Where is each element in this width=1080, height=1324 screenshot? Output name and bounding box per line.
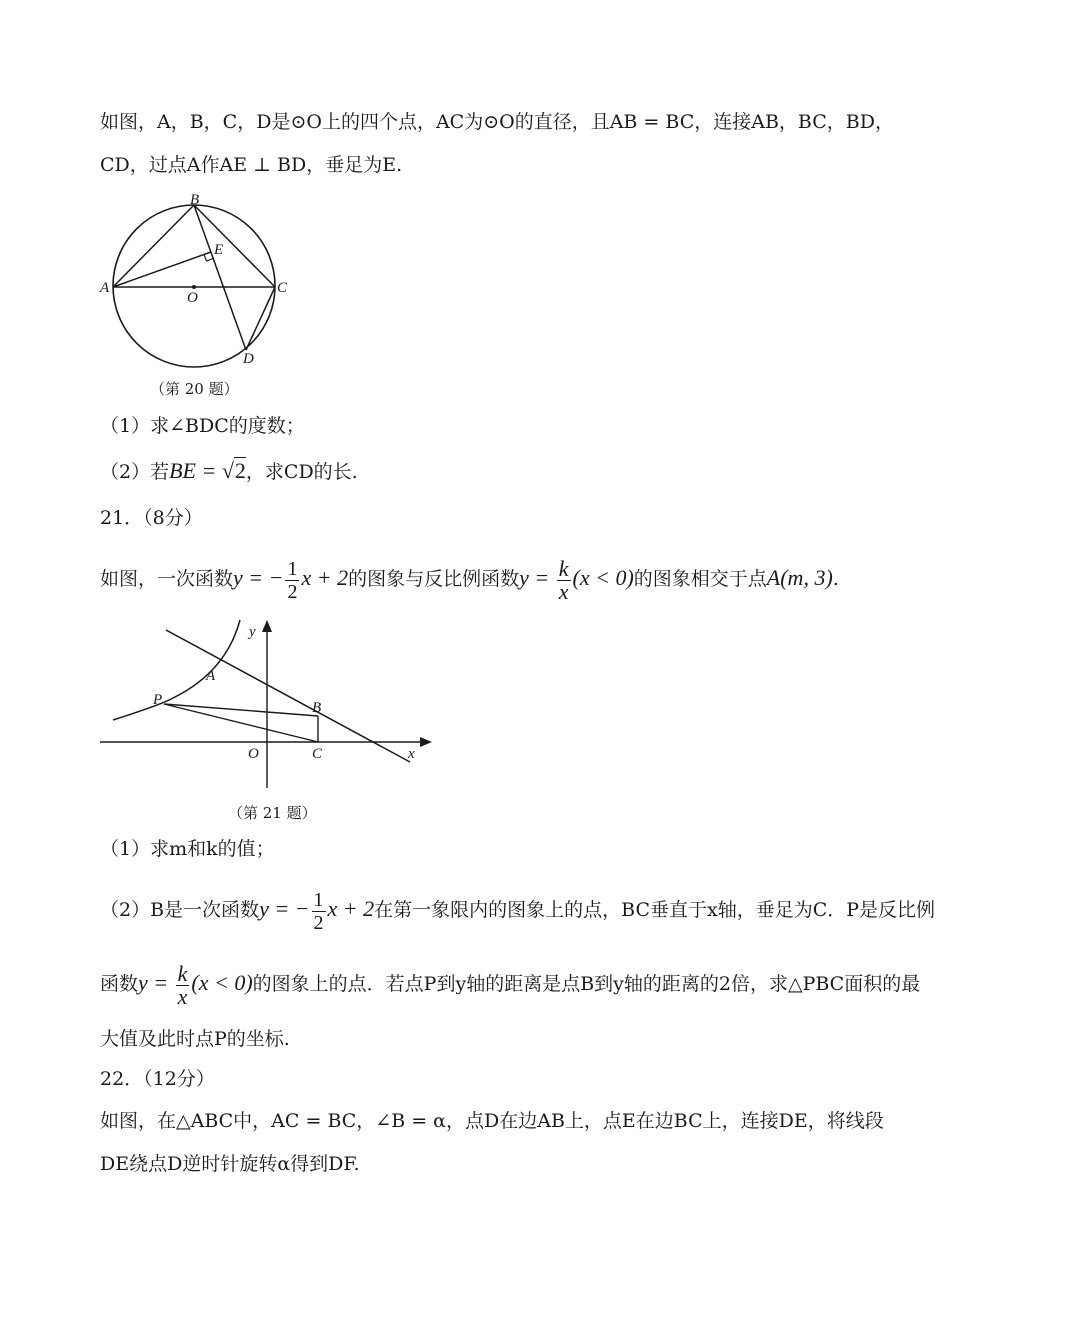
q21-part2-line3: 大值及此时点P的坐标. [100,1028,290,1050]
label-c: C [312,746,323,762]
fraction-one-half-2: $\frac{1}{2}$ [313,888,324,934]
x-axis-arrow [420,737,432,747]
q22-header: 22．（12分） [100,1068,215,1090]
segment-ae [113,252,211,287]
label-o: O [248,746,259,762]
segment-bc [194,205,275,287]
label-a: A [100,280,110,296]
sqrt-expression: √2 [221,458,246,483]
label-b: B [190,192,200,208]
segment-ab [113,205,194,287]
label-y: y [249,624,256,640]
q20-figure [98,190,298,375]
label-o: O [187,290,198,306]
q21-stem: 如图，一次函数y = − $\frac{1}{2}$ x + 2的图象与反比例函数y = $\frac{k}{x}$ (x < 0)的图象相交于点A(m, 3). [100,555,839,604]
q20-part2-expr: BE = [169,458,222,483]
q21-header: 21．（8分） [100,507,203,529]
q20-stem-line2: CD，过点A作AE ⊥ BD，垂足为E. [100,154,403,176]
q21-part2-line1: （2）B是一次函数y = − $\frac{1}{2}$ x + 2在第一象限内的图象上的点，BC垂直于x轴，垂足为C．P是反比例 [100,888,936,934]
q20-caption: （第 20 题） [150,380,239,398]
q22-line2: DE绕点D逆时针旋转α得到DF. [100,1153,360,1175]
label-d: D [243,351,254,367]
q20-part2-pre: （2）若 [100,461,170,483]
label-c: C [277,280,288,296]
q20-part2-post: ，求CD的长. [245,461,358,483]
q21-part2-line2: 函数y = $\frac{k}{x}$ (x < 0)的图象上的点．若点P到y轴的距离是点B到y轴的距离的2倍，求△PBC面积的最 [100,960,921,1009]
q22-line1: 如图，在△ABC中，AC = BC，∠B = α，点D在边AB上，点E在边BC上，连接DE，将线段 [100,1110,884,1132]
q21-figure [98,612,438,792]
label-x: x [408,746,415,762]
q20-stem-line1: 如图，A，B，C，D是⊙O上的四个点，AC为⊙O的直径，且AB = BC，连接AB，BC，BD， [100,111,894,133]
q20-part2 [100,456,358,487]
q20-part1: （1）求∠BDC的度数； [100,415,305,437]
label-p: P [153,692,163,708]
segment-cd [246,287,275,350]
fraction-k-over-x-2: $\frac{k}{x}$ [177,960,188,1009]
q21-part1: （1）求m和k的值； [100,838,275,860]
fraction-k-over-x: $\frac{k}{x}$ [558,555,569,604]
segment-bd [194,205,246,350]
label-e: E [214,242,224,258]
label-a: A [206,668,216,684]
label-b: B [312,700,322,716]
center-point-o [192,285,196,289]
fraction-one-half: $\frac{1}{2}$ [287,557,298,603]
y-axis-arrow [262,620,272,632]
q21-caption: （第 21 题） [228,804,317,822]
